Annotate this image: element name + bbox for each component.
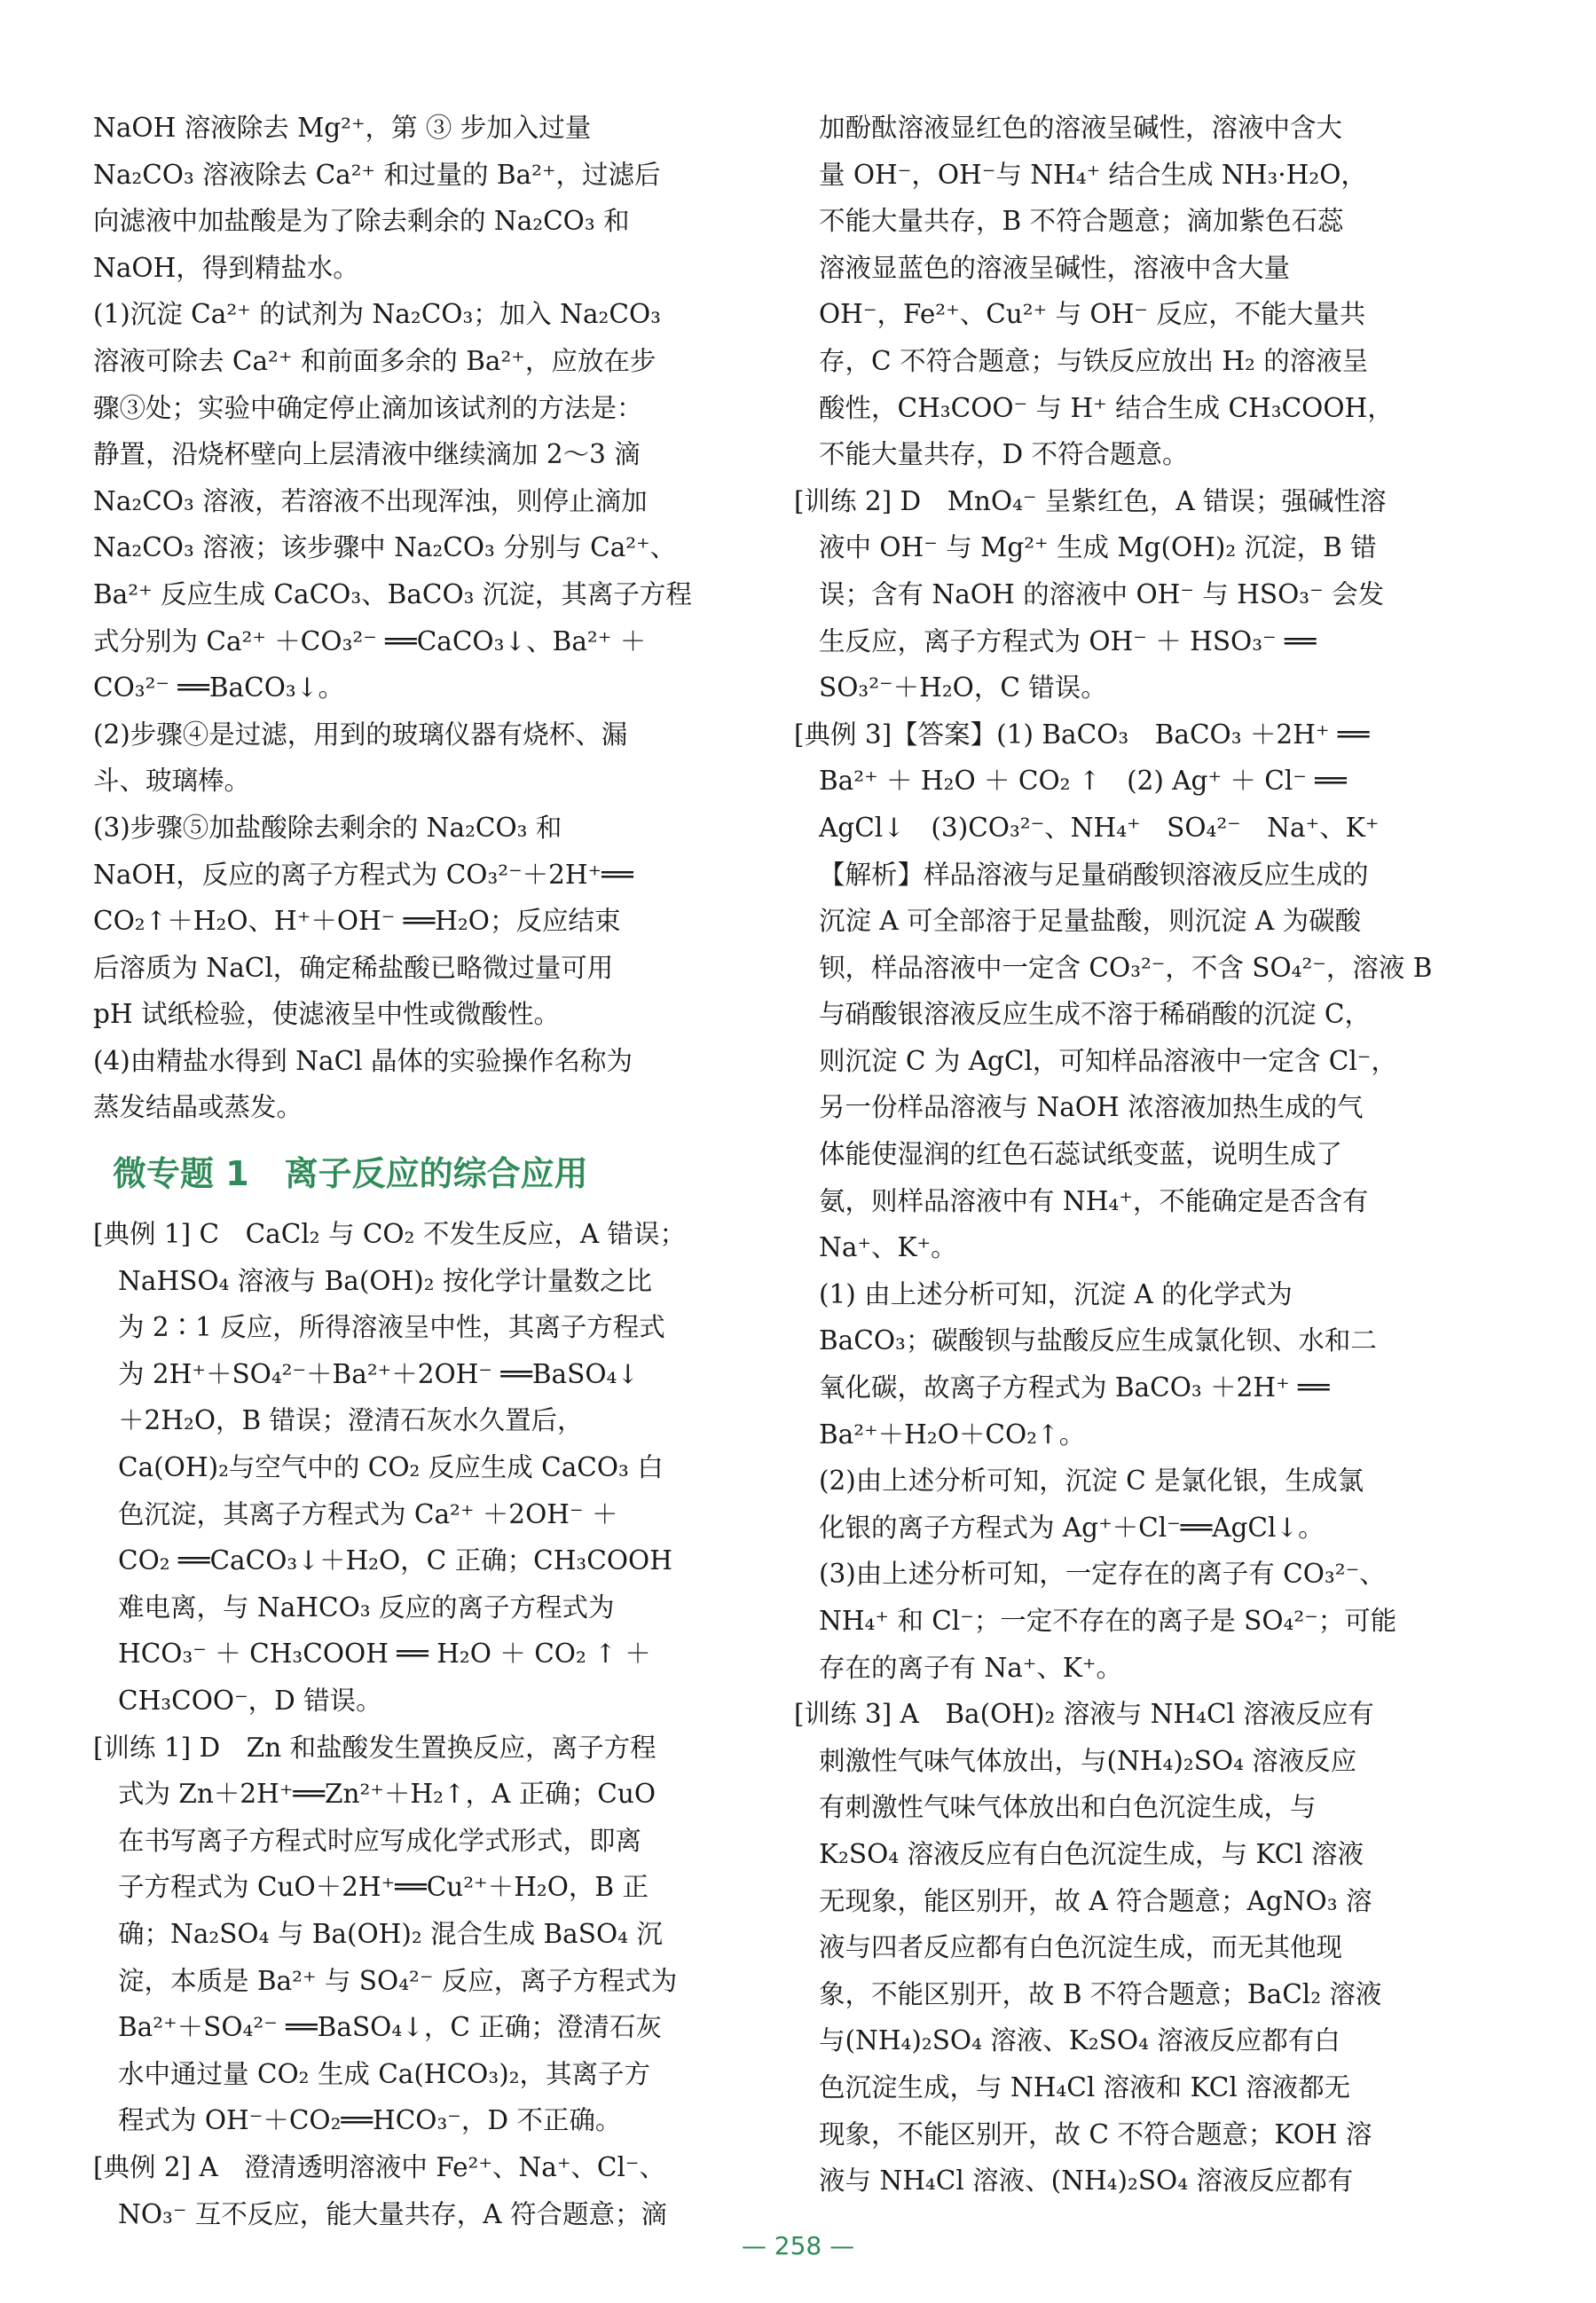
text-line: 程式为 OH⁻＋CO₂══HCO₃⁻，D 不正确。 — [118, 2105, 622, 2136]
intro-paragraph — [93, 105, 714, 291]
text-line: 色沉淀，其离子方程式为 Ca²⁺ ＋2OH⁻ ＋ — [118, 1498, 618, 1529]
text-line: 存在的离子有 Na⁺、K⁺。 — [819, 1652, 1122, 1683]
section-heading — [113, 1147, 714, 1200]
exercise-1 — [93, 1725, 714, 2144]
text-line: NH₄⁺ 和 Cl⁻；一定不存在的离子是 SO₄²⁻；可能 — [819, 1606, 1397, 1636]
text-line: (2)步骤④是过滤，用到的玻璃仪器有烧杯、漏 — [93, 719, 628, 750]
text-line: 确；Na₂SO₄ 与 Ba(OH)₂ 混合生成 BaSO₄ 沉 — [118, 1918, 663, 1949]
text-line: 另一份样品溶液与 NaOH 浓溶液加热生成的气 — [819, 1092, 1364, 1123]
example-3-analysis — [794, 852, 1455, 1271]
text-line: Ba²⁺ 反应生成 CaCO₃、BaCO₃ 沉淀，其离子方程 — [93, 578, 692, 609]
analysis-part-3 — [794, 1551, 1455, 1691]
text-line: 难电离，与 NaHCO₃ 反应的离子方程式为 — [118, 1592, 615, 1623]
question-3-answer — [93, 805, 714, 1038]
text-line: NaOH，得到精盐水。 — [93, 252, 359, 283]
text-line: Ca(OH)₂与空气中的 CO₂ 反应生成 CaCO₃ 白 — [118, 1452, 664, 1483]
section-title-text: 离子反应的综合应用 — [284, 1154, 588, 1194]
text-line: 斗、玻璃棒。 — [93, 766, 251, 797]
left-column — [93, 105, 714, 2237]
text-line: SO₃²⁻＋H₂O，C 错误。 — [819, 672, 1107, 703]
text-line: 液中 OH⁻ 与 Mg²⁺ 生成 Mg(OH)₂ 沉淀，B 错 — [819, 532, 1377, 563]
text-line: NO₃⁻ 互不反应，能大量共存，A 符合题意；滴 — [118, 2198, 667, 2229]
page-number: — 258 — — [741, 2231, 855, 2260]
text-line: 化银的离子方程式为 Ag⁺＋Cl⁻══AgCl↓。 — [819, 1512, 1325, 1543]
question-4-answer — [93, 1038, 714, 1131]
section-number: 微专题 1 — [113, 1154, 249, 1194]
text-line: CO₂↑＋H₂O、H⁺＋OH⁻ ══H₂O；反应结束 — [93, 906, 621, 937]
text-line: 溶液可除去 Ca²⁺ 和前面多余的 Ba²⁺，应放在步 — [93, 345, 656, 376]
exercise-3 — [794, 1691, 1455, 2205]
text-line: 【解析】样品溶液与足量硝酸钡溶液反应生成的 — [819, 859, 1369, 890]
text-line: (1) 由上述分析可知，沉淀 A 的化学式为 — [819, 1278, 1293, 1309]
question-2-answer — [93, 711, 714, 805]
text-line: 淀，本质是 Ba²⁺ 与 SO₄²⁻ 反应，离子方程式为 — [118, 1965, 678, 1996]
text-line: 溶液显蓝色的溶液呈碱性，溶液中含大量 — [819, 252, 1291, 283]
example-2 — [93, 2144, 714, 2237]
text-line: 与(NH₄)₂SO₄ 溶液、K₂SO₄ 溶液反应都有白 — [819, 2025, 1340, 2056]
text-line: 水中通过量 CO₂ 生成 Ca(HCO₃)₂，其离子方 — [118, 2058, 651, 2089]
text-line: Na⁺、K⁺。 — [819, 1232, 957, 1263]
text-line: 静置，沿烧杯壁向上层清液中继续滴加 2～3 滴 — [93, 439, 641, 470]
text-line: 沉淀 A 可全部溶于足量盐酸，则沉淀 A 为碳酸 — [819, 906, 1362, 937]
text-line: HCO₃⁻ ＋ CH₃COOH ══ H₂O ＋ CO₂ ↑ ＋ — [118, 1639, 651, 1670]
text-line: 液与四者反应都有白色沉淀生成，而无其他现 — [819, 1932, 1343, 1963]
text-line: (4)由精盐水得到 NaCl 晶体的实验操作名称为 — [93, 1045, 633, 1076]
text-line: 生反应，离子方程式为 OH⁻ ＋ HSO₃⁻ ══ — [819, 625, 1317, 656]
example-3-answer — [794, 711, 1455, 852]
text-line: K₂SO₄ 溶液反应有白色沉淀生成，与 KCl 溶液 — [819, 1838, 1364, 1869]
text-line: 向滤液中加盐酸是为了除去剩余的 Na₂CO₃ 和 — [93, 206, 630, 237]
text-line: 无现象，能区别开，故 A 符合题意；AgNO₃ 溶 — [819, 1885, 1372, 1916]
text-line: 色沉淀生成，与 NH₄Cl 溶液和 KCl 溶液都无 — [819, 2071, 1351, 2103]
text-line: Ba²⁺＋H₂O＋CO₂↑。 — [819, 1419, 1086, 1450]
text-line: ＋2H₂O，B 错误；澄清石灰水久置后， — [118, 1405, 584, 1436]
text-line: [典例 2] A 澄清透明溶液中 Fe²⁺、Na⁺、Cl⁻、 — [93, 2151, 665, 2182]
text-line: (3)步骤⑤加盐酸除去剩余的 Na₂CO₃ 和 — [93, 812, 562, 843]
text-line: [典例 1] C CaCl₂ 与 CO₂ 不发生反应，A 错误； — [93, 1219, 686, 1250]
text-line: CO₂ ══CaCO₃↓＋H₂O，C 正确；CH₃COOH — [118, 1545, 672, 1576]
text-line: 有刺激性气味气体放出和白色沉淀生成，与 — [819, 1792, 1317, 1823]
text-line: 蒸发结晶或蒸发。 — [93, 1092, 303, 1123]
text-line: [典例 3]【答案】(1) BaCO₃ BaCO₃ ＋2H⁺ ══ — [794, 719, 1370, 750]
text-line: [训练 1] D Zn 和盐酸发生置换反应，离子方程 — [93, 1732, 656, 1763]
text-line: 为 2H⁺＋SO₄²⁻＋Ba²⁺＋2OH⁻ ══BaSO₄↓ — [118, 1358, 640, 1389]
analysis-part-2 — [794, 1458, 1455, 1551]
question-1-answer — [93, 291, 714, 711]
text-line: Na₂CO₃ 溶液；该步骤中 Na₂CO₃ 分别与 Ca²⁺、 — [93, 532, 677, 563]
text-line: 氧化碳，故离子方程式为 BaCO₃ ＋2H⁺ ══ — [819, 1372, 1330, 1403]
text-line: 式为 Zn＋2H⁺══Zn²⁺＋H₂↑，A 正确；CuO — [118, 1779, 656, 1810]
text-line: pH 试纸检验，使滤液呈中性或微酸性。 — [93, 999, 560, 1030]
text-line: NaOH 溶液除去 Mg²⁺，第 ③ 步加入过量 — [93, 113, 592, 143]
text-line: 骤③处；实验中确定停止滴加该试剂的方法是： — [93, 392, 643, 423]
text-line: Na₂CO₃ 溶液，若溶液不出现浑浊，则停止滴加 — [93, 485, 648, 516]
text-line: 刺激性气味气体放出，与(NH₄)₂SO₄ 溶液反应 — [819, 1745, 1357, 1776]
text-line: 不能大量共存，B 不符合题意；滴加紫色石蕊 — [819, 206, 1344, 237]
text-line: 与硝酸银溶液反应生成不溶于稀硝酸的沉淀 C， — [819, 999, 1371, 1030]
text-line: AgCl↓ (3)CO₃²⁻、NH₄⁺ SO₄²⁻ Na⁺、K⁺ — [819, 812, 1380, 843]
text-line: 现象，不能区别开，故 C 不符合题意；KOH 溶 — [819, 2118, 1372, 2150]
text-line: 体能使湿润的红色石蕊试纸变蓝，说明生成了 — [819, 1139, 1343, 1170]
text-line: NaHSO₄ 溶液与 Ba(OH)₂ 按化学计量数之比 — [118, 1265, 652, 1296]
analysis-part-1 — [794, 1271, 1455, 1458]
text-line: 不能大量共存，D 不符合题意。 — [819, 439, 1189, 470]
text-line: Ba²⁺＋SO₄²⁻ ══BaSO₄↓，C 正确；澄清石灰 — [118, 2012, 662, 2043]
text-line: CH₃COO⁻，D 错误。 — [118, 1686, 382, 1716]
text-line: (1)沉淀 Ca²⁺ 的试剂为 Na₂CO₃；加入 Na₂CO₃ — [93, 299, 661, 330]
text-line: Na₂CO₃ 溶液除去 Ca²⁺ 和过量的 Ba²⁺，过滤后 — [93, 159, 661, 190]
text-line: 式分别为 Ca²⁺ ＋CO₃²⁻ ══CaCO₃↓、Ba²⁺ ＋ — [93, 625, 647, 656]
text-line: 氨，则样品溶液中有 NH₄⁺，不能确定是否含有 — [819, 1185, 1369, 1216]
text-line: 后溶质为 NaCl，确定稀盐酸已略微过量可用 — [93, 952, 614, 983]
text-line: [训练 3] A Ba(OH)₂ 溶液与 NH₄Cl 溶液反应有 — [794, 1699, 1374, 1730]
text-line: 液与 NH₄Cl 溶液、(NH₄)₂SO₄ 溶液反应都有 — [819, 2165, 1354, 2197]
example-2-continued — [794, 105, 1455, 478]
text-line: 量 OH⁻，OH⁻与 NH₄⁺ 结合生成 NH₃·H₂O， — [819, 159, 1367, 190]
text-line: 为 2∶1 反应，所得溶液呈中性，其离子方程式 — [118, 1312, 665, 1343]
text-line: OH⁻，Fe²⁺、Cu²⁺ 与 OH⁻ 反应，不能大量共 — [819, 299, 1366, 330]
exercise-2 — [794, 478, 1455, 711]
right-column — [794, 105, 1455, 2205]
text-line: 象，不能区别开，故 B 不符合题意；BaCl₂ 溶液 — [819, 1978, 1382, 2009]
text-line: [训练 2] D MnO₄⁻ 呈紫红色，A 错误；强碱性溶 — [794, 485, 1387, 516]
text-line: 子方程式为 CuO＋2H⁺══Cu²⁺＋H₂O，B 正 — [118, 1872, 649, 1903]
text-line: 误；含有 NaOH 的溶液中 OH⁻ 与 HSO₃⁻ 会发 — [819, 578, 1385, 609]
text-line: (2)由上述分析可知，沉淀 C 是氯化银，生成氯 — [819, 1466, 1364, 1497]
example-1 — [93, 1211, 714, 1725]
text-line: Ba²⁺ ＋ H₂O ＋ CO₂ ↑ (2) Ag⁺ ＋ Cl⁻ ══ — [819, 766, 1347, 797]
text-line: NaOH，反应的离子方程式为 CO₃²⁻＋2H⁺══ — [93, 859, 633, 890]
text-line: 则沉淀 C 为 AgCl，可知样品溶液中一定含 Cl⁻， — [819, 1045, 1397, 1076]
text-line: 存，C 不符合题意；与铁反应放出 H₂ 的溶液呈 — [819, 345, 1369, 376]
text-line: 在书写离子方程式时应写成化学式形式，即离 — [118, 1825, 642, 1856]
text-line: CO₃²⁻ ══BaCO₃↓。 — [93, 672, 344, 703]
text-line: 钡，样品溶液中一定含 CO₃²⁻，不含 SO₄²⁻，溶液 B — [819, 952, 1433, 983]
text-line: BaCO₃；碳酸钡与盐酸反应生成氯化钡、水和二 — [819, 1325, 1377, 1356]
text-line: (3)由上述分析可知，一定存在的离子有 CO₃²⁻、 — [819, 1559, 1386, 1590]
text-line: 加酚酞溶液显红色的溶液呈碱性，溶液中含大 — [819, 113, 1343, 143]
text-line: 酸性，CH₃COO⁻ 与 H⁺ 结合生成 CH₃COOH， — [819, 392, 1394, 423]
